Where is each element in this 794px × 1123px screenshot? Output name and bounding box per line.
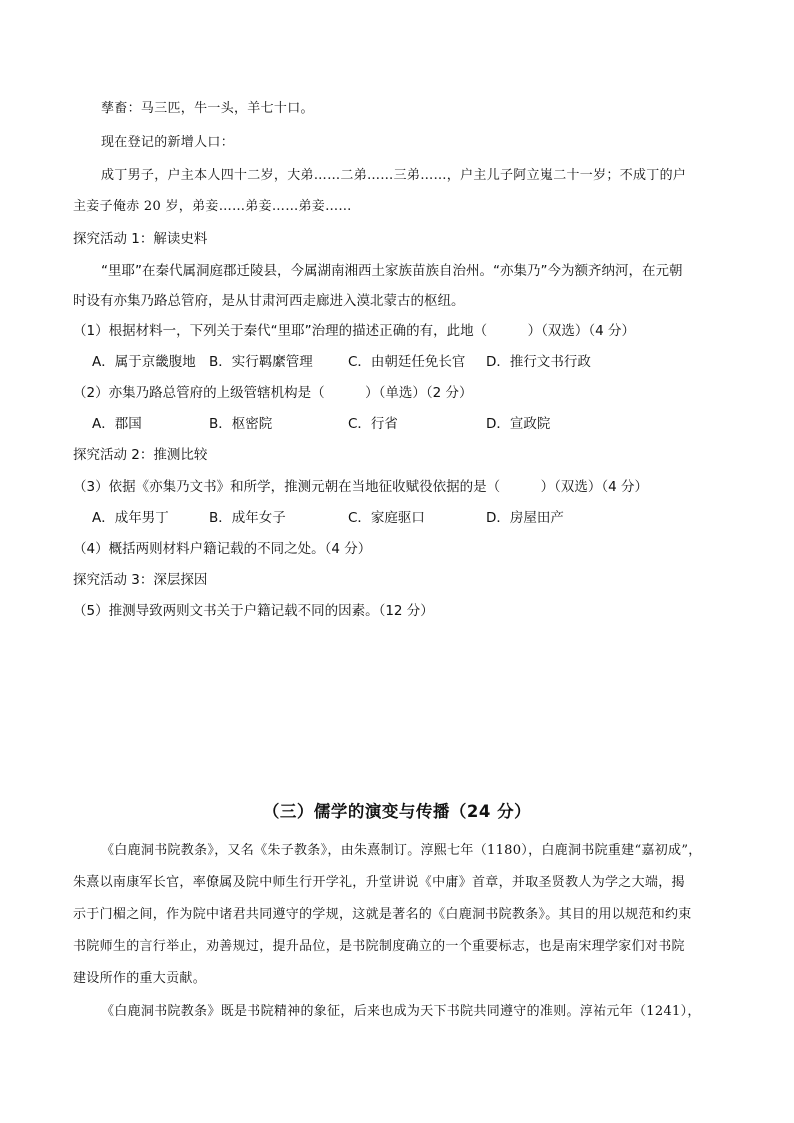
question-1-option-d: D．推行文书行政 — [486, 354, 591, 370]
question-3-option-a: A．成年男丁 — [92, 510, 169, 526]
activity-1-intro-line-1: “里耶”在秦代属洞庭郡迁陵县，今属湖南湘西土家族苗族自治州。“亦集乃”今为额齐纳河，在元朝 — [101, 263, 683, 279]
question-1-option-c: C．由朝廷任免长官 — [348, 354, 466, 370]
question-2-option-a: A．郡国 — [92, 416, 142, 432]
question-1-option-a: A．属于京畿腹地 — [92, 354, 196, 370]
question-2-stem: （2）亦集乃路总管府的上级管辖机构是（ ）（单选）（2 分） — [73, 385, 473, 401]
activity-3-title: 探究活动 3：深层探因 — [73, 572, 208, 588]
question-2-option-c: C．行省 — [348, 416, 398, 432]
activity-1-intro-line-2: 时设有亦集乃路总管府，是从甘肃河西走廊进入漠北蒙古的枢纽。 — [73, 293, 465, 309]
question-1-stem: （1）根据材料一，下列关于秦代“里耶”治理的描述正确的有，此地（ ）（双选）（4 分） — [73, 323, 635, 339]
activity-2-title: 探究活动 2：推测比较 — [73, 447, 208, 463]
new-population-line-1: 成丁男子，户主本人四十二岁，大弟……二弟……三弟……，户主儿子阿立嵬二十一岁；不成丁的户 — [101, 168, 687, 183]
section-3-para-2-line-1: 《白鹿洞书院教条》既是书院精神的象征，后来也成为天下书院共同遵守的准则。淳祐元年（1241）， — [101, 1004, 701, 1019]
question-5-stem: （5）推测导致两则文书关于户籍记载不同的因素。（12 分） — [73, 603, 434, 619]
section-3-para-1-line-2: 朱熹以南康军长官，率僚属及院中师生行开学礼，升堂讲说《中庸》首章，并取圣贤教人为学之大端，揭 — [73, 875, 685, 890]
livestock-line: 孳畜：马三匹，牛一头，羊七十口。 — [101, 101, 314, 116]
section-3-para-1-line-3: 示于门楣之间，作为院中诸君共同遵守的学规，这就是著名的《白鹿洞书院教条》。其目的用以规范和约束 — [73, 907, 692, 922]
question-3-option-d: D．房屋田产 — [486, 510, 564, 526]
new-population-line-2: 主妾子俺赤 20 岁，弟妾……弟妾……弟妾…… — [73, 199, 352, 214]
section-3-para-1-line-4: 书院师生的言行举止，劝善规过，提升品位，是书院制度确立的一个重要标志，也是南宋理学家们对书院 — [73, 939, 685, 954]
question-3-option-b: B．成年女子 — [209, 510, 286, 526]
section-3-para-1-line-5: 建设所作的重大贡献。 — [73, 971, 207, 986]
question-3-stem: （3）依据《亦集乃文书》和所学，推测元朝在当地征收赋役依据的是（ ）（双选）（4 分） — [73, 479, 648, 495]
question-2-option-d: D．宣政院 — [486, 416, 551, 432]
question-2-option-b: B．枢密院 — [209, 416, 273, 432]
question-3-option-c: C．家庭驱口 — [348, 510, 425, 526]
section-3-para-1-line-1: 《白鹿洞书院教条》，又名《朱子教条》，由朱熹制订。淳熙七年（1180），白鹿洞书院重建“嘉初成”， — [101, 843, 702, 858]
question-1-option-b: B．实行羁縻管理 — [209, 354, 313, 370]
question-4-stem: （4）概括两则材料户籍记载的不同之处。（4 分） — [73, 541, 372, 557]
new-population-title: 现在登记的新增人口： — [101, 135, 235, 150]
activity-1-title: 探究活动 1：解读史料 — [73, 231, 208, 247]
section-3-heading: （三）儒学的演变与传播（24 分） — [262, 802, 532, 821]
